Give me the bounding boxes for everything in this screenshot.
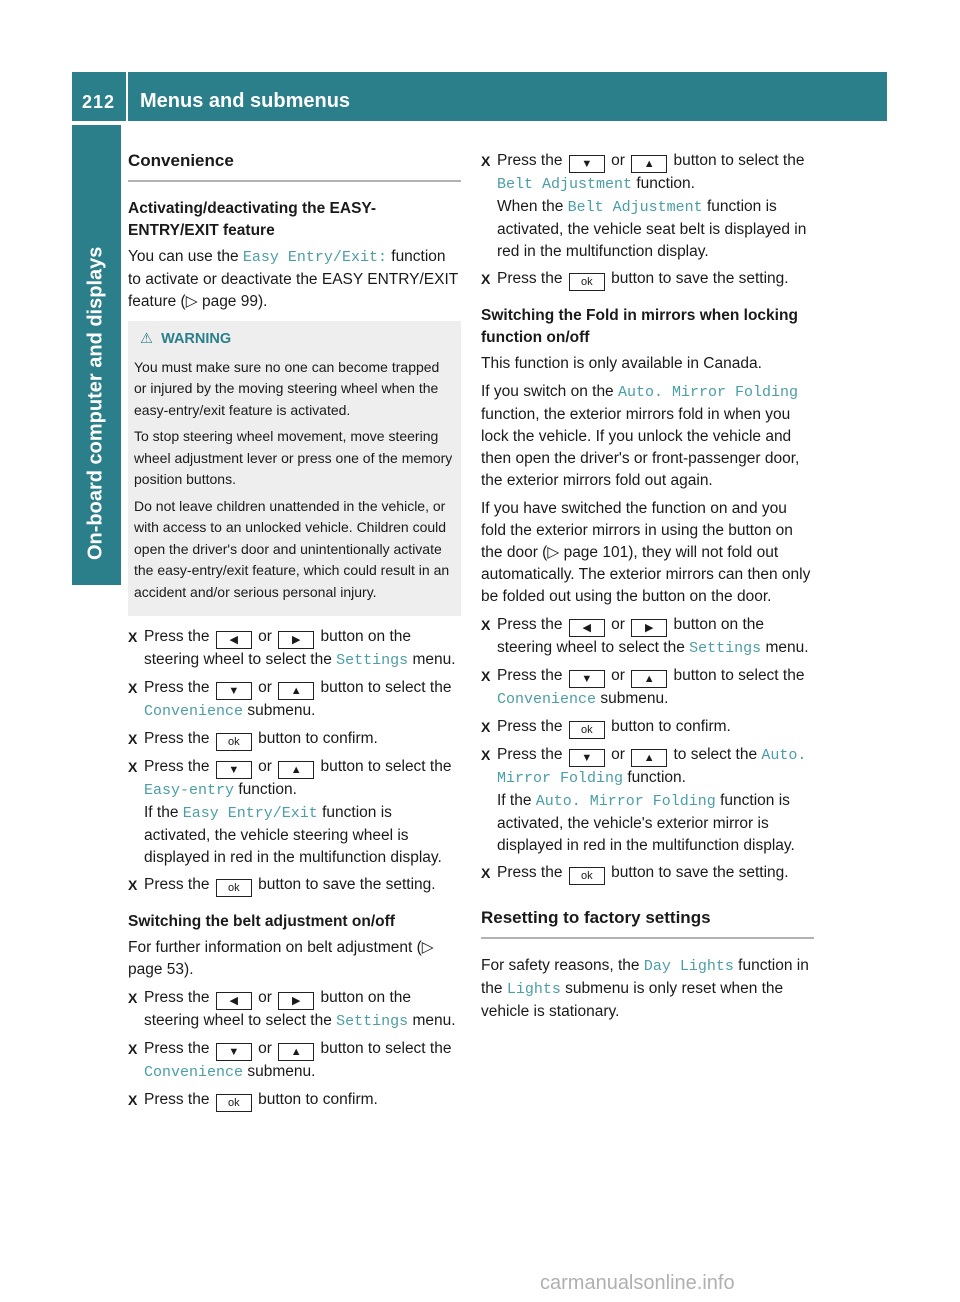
- page-title: Menus and submenus: [140, 90, 351, 112]
- left-key-icon: ◀: [216, 992, 252, 1010]
- step-x-icon: X: [128, 1041, 138, 1057]
- step-x-icon: X: [128, 680, 138, 696]
- easy-entry-intro: You can use the Easy Entry/Exit: function to activate or deactivate the EASY ENTRY/EXIT feature (▷ page 99).: [128, 248, 458, 310]
- fold-text: If you have switched the function on and you fold the exterior mirrors in using the button on the door (▷ page 101), they will not fold out automatically. The exterior mirrors can then only be folded out using the button on the door.: [481, 500, 811, 605]
- step-x-icon: X: [128, 731, 138, 747]
- warning-label: ⚠ WARNING: [140, 331, 232, 347]
- left-column: [128, 150, 461, 1117]
- ok-key-icon: ok: [216, 879, 252, 897]
- warning-icon: ⚠: [140, 331, 153, 347]
- step-x-icon: X: [128, 1092, 138, 1108]
- right-column: [481, 150, 814, 1029]
- page-number: 212: [82, 92, 116, 112]
- step-item: X Press the ▼ or ▲ button to select the Convenience submenu.: [128, 1040, 452, 1081]
- ok-key-icon: ok: [216, 1094, 252, 1112]
- reset-text: For safety reasons, the Day Lights function in the Lights submenu is only reset when the vehicle is stationary.: [481, 957, 809, 1020]
- step-x-icon: X: [481, 747, 491, 763]
- step-x-icon: X: [481, 271, 491, 287]
- step-item: X Press the ▼ or ▲ button to select the Easy-entry function. If the Easy Entry/Exit function is activated, the vehicle steering wheel is displayed in red in the multifunction display.: [128, 758, 452, 866]
- step-item: X Press the ◀ or ▶ button on the steering wheel to select the Settings menu.: [128, 989, 456, 1030]
- down-key-icon: ▼: [216, 1043, 252, 1061]
- step-x-icon: X: [481, 153, 491, 169]
- up-key-icon: ▲: [278, 682, 314, 700]
- up-key-icon: ▲: [278, 761, 314, 779]
- header-separator: [126, 72, 128, 121]
- step-item: X Press the ok button to save the setting.: [481, 268, 814, 291]
- step-x-icon: X: [481, 719, 491, 735]
- heading-belt-adjustment: Switching the belt adjustment on/off: [128, 913, 395, 930]
- left-key-icon: ◀: [216, 631, 252, 649]
- ok-key-icon: ok: [569, 273, 605, 291]
- step-x-icon: X: [481, 668, 491, 684]
- fold-text: This function is only available in Canada.: [481, 355, 762, 372]
- step-x-icon: X: [128, 629, 138, 645]
- left-key-icon: ◀: [569, 619, 605, 637]
- warning-box: [128, 321, 461, 616]
- step-item: X Press the ▼ or ▲ button to select the Belt Adjustment function. When the Belt Adjustment function is activated, the vehicle seat belt is displayed in red in the multifunction display.: [481, 152, 807, 260]
- section-title-reset: Resetting to factory settings: [481, 907, 814, 939]
- warning-text: To stop steering wheel movement, move steering wheel adjustment lever or press one of the memory position buttons.: [134, 428, 453, 487]
- warning-text: You must make sure no one can become trapped or injured by the moving steering wheel when the easy-entry/exit feature is activated.: [134, 358, 440, 418]
- belt-intro: For further information on belt adjustment (▷ page 53).: [128, 939, 434, 978]
- right-key-icon: ▶: [631, 619, 667, 637]
- step-item: X Press the ▼ or ▲ to select the Auto. Mirror Folding function. If the Auto. Mirror Folding function is activated, the vehicle's exterior mirror is displayed in red in the multifunction display.: [481, 746, 807, 854]
- step-item: X Press the ▼ or ▲ button to select the Convenience submenu.: [481, 667, 805, 708]
- fold-text: If you switch on the Auto. Mirror Folding function, the exterior mirrors fold in when you lock the vehicle. If you unlock the vehicle and then open the driver's or front-passenger door, the exterior mirrors fold out again.: [481, 383, 800, 489]
- down-key-icon: ▼: [216, 761, 252, 779]
- down-key-icon: ▼: [569, 749, 605, 767]
- up-key-icon: ▲: [631, 155, 667, 173]
- warning-text: Do not leave children unattended in the vehicle, or with access to an unlocked vehicle. Children could open the driver's door and unintentionally activate the easy-entry/exit feature, which could result in an accident and/or serious personal injury.: [134, 497, 450, 600]
- step-item: X Press the ok button to save the setting.: [128, 874, 461, 897]
- up-key-icon: ▲: [631, 749, 667, 767]
- down-key-icon: ▼: [569, 155, 605, 173]
- heading-easy-entry: Activating/deactivating the EASY-ENTRY/EXIT feature: [128, 200, 377, 239]
- ok-key-icon: ok: [569, 867, 605, 885]
- step-item: X Press the ok button to confirm.: [128, 728, 461, 751]
- heading-fold-mirrors: Switching the Fold in mirrors when locking function on/off: [481, 307, 798, 346]
- side-tab-label: On-board computer and displays: [84, 246, 107, 560]
- step-item: X Press the ok button to confirm.: [481, 716, 814, 739]
- down-key-icon: ▼: [216, 682, 252, 700]
- step-item: X Press the ◀ or ▶ button on the steering wheel to select the Settings menu.: [481, 616, 809, 657]
- step-x-icon: X: [481, 617, 491, 633]
- step-x-icon: X: [128, 877, 138, 893]
- footer-watermark[interactable]: carmanualsonline.info: [540, 1272, 735, 1294]
- up-key-icon: ▲: [631, 670, 667, 688]
- right-key-icon: ▶: [278, 631, 314, 649]
- step-item: X Press the ◀ or ▶ button on the steering wheel to select the Settings menu.: [128, 628, 456, 669]
- down-key-icon: ▼: [569, 670, 605, 688]
- step-item: X Press the ▼ or ▲ button to select the Convenience submenu.: [128, 679, 452, 720]
- step-x-icon: X: [128, 990, 138, 1006]
- step-item: X Press the ok button to confirm.: [128, 1089, 461, 1112]
- section-title-convenience: Convenience: [128, 150, 461, 182]
- step-x-icon: X: [481, 865, 491, 881]
- ok-key-icon: ok: [569, 721, 605, 739]
- step-item: X Press the ok button to save the setting.: [481, 862, 814, 885]
- right-key-icon: ▶: [278, 992, 314, 1010]
- step-x-icon: X: [128, 759, 138, 775]
- up-key-icon: ▲: [278, 1043, 314, 1061]
- ok-key-icon: ok: [216, 733, 252, 751]
